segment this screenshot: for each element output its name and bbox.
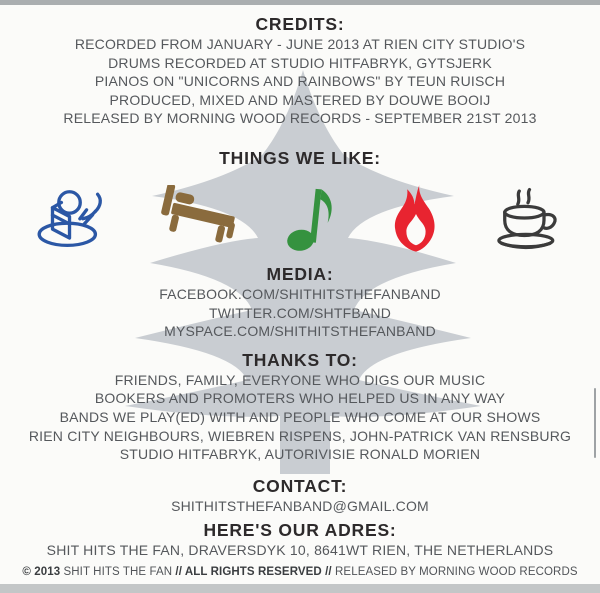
scan-edge-bottom <box>0 584 600 593</box>
credits-line: RELEASED BY MORNING WOOD RECORDS - SEPTEMBER 21ST 2013 <box>63 110 537 127</box>
media-line-facebook: FACEBOOK.COM/SHITHITSTHEFANBAND <box>159 285 441 302</box>
scan-edge-top <box>0 0 600 5</box>
media-line-myspace: MYSPACE.COM/SHITHITSTHEFANBAND <box>164 323 436 340</box>
thanks-heading: THANKS TO: <box>242 349 358 370</box>
credits-heading: CREDITS: <box>255 14 345 34</box>
contact-email: SHITHITSTHEFANBAND@GMAIL.COM <box>171 497 429 514</box>
thanks-line: BOOKERS AND PROMOTERS WHO HELPED US IN ANY WAY <box>94 390 506 407</box>
copyright-segment: // <box>325 565 336 578</box>
credits-line: PIANOS ON "UNICORNS AND RAINBOWS" BY TEUN RUISCH <box>94 73 506 90</box>
things-we-like-icons-row <box>0 181 600 255</box>
media-line-twitter: TWITTER.COM/SHTFBAND <box>208 304 392 321</box>
credits-line: DRUMS RECORDED AT STUDIO HITFABRYK, GYTSJERK <box>108 54 492 71</box>
bed-icon <box>151 185 243 251</box>
thanks-line: STUDIO HITFABRYK, AUTORIVISIE RONALD MORIEN <box>119 446 481 463</box>
coffee-cup-icon <box>490 186 566 250</box>
copyright-line <box>0 565 600 580</box>
media-heading: MEDIA: <box>266 263 334 284</box>
copyright-segment: © 2013 <box>22 565 64 578</box>
address-heading: HERE'S OUR ADRES: <box>203 520 397 541</box>
address-line: SHIT HITS THE FAN, DRAVERSDYK 10, 8641WT RIEN, THE NETHERLANDS <box>46 542 554 559</box>
credits-line: PRODUCED, MIXED AND MASTERED BY DOUWE BOOIJ <box>109 91 491 108</box>
copyright-segment: ALL RIGHTS RESERVED <box>184 565 326 578</box>
copyright-segment: RELEASED BY MORNING WOOD RECORDS <box>335 565 578 578</box>
thanks-line: FRIENDS, FAMILY, EVERYONE WHO DIGS OUR MUSIC <box>114 371 486 388</box>
credits-line: RECORDED FROM JANUARY - JUNE 2013 AT RIEN CITY STUDIO'S <box>74 36 526 52</box>
thanks-line: BANDS WE PLAY(ED) WITH AND PEOPLE WHO COME AT OUR SHOWS <box>59 408 541 425</box>
cake-slice-icon <box>34 184 108 252</box>
thanks-line: RIEN CITY NEIGHBOURS, WIEBREN RISPENS, JOHN-PATRICK VAN RENSBURG <box>28 427 572 444</box>
copyright-segment: // <box>175 565 185 578</box>
things-we-like-heading: THINGS WE LIKE: <box>219 147 381 168</box>
scan-seam-line <box>594 388 596 458</box>
fire-icon <box>384 182 448 254</box>
copyright-segment: SHIT HITS THE FAN <box>63 565 176 578</box>
contact-heading: CONTACT: <box>252 475 348 496</box>
music-note-icon <box>285 182 341 254</box>
